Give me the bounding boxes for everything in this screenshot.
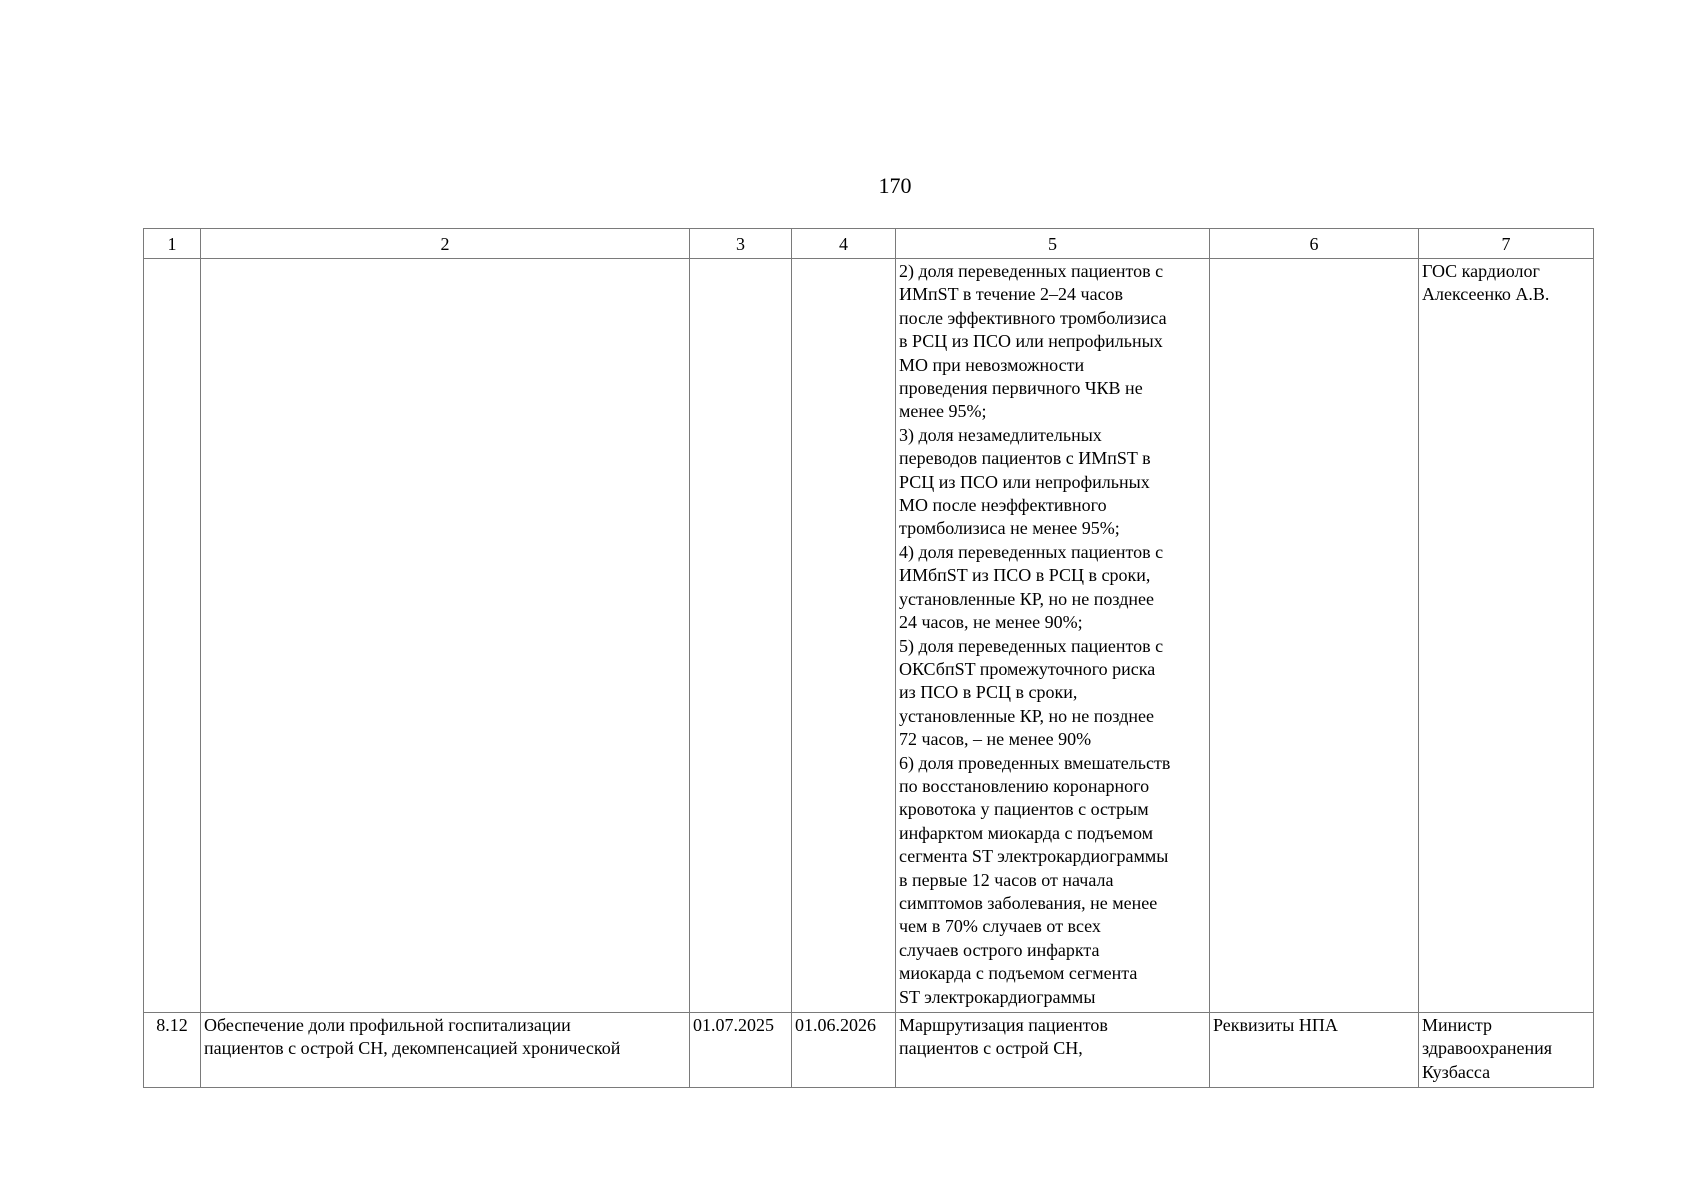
row-number-cell: 8.12 (144, 1013, 201, 1088)
result-cell: Маршрутизация пациентов пациентов с острой СН, (896, 1013, 1210, 1088)
header-col-5: 5 (896, 229, 1210, 259)
control-cell: Реквизиты НПА (1210, 1013, 1419, 1088)
header-col-3: 3 (690, 229, 792, 259)
header-col-6: 6 (1210, 229, 1419, 259)
table-row (144, 1013, 1594, 1088)
start-date-cell: 01.07.2025 (690, 1013, 792, 1088)
end-date-cell (792, 259, 896, 1013)
start-date-cell (690, 259, 792, 1013)
control-cell (1210, 259, 1419, 1013)
header-col-1: 1 (144, 229, 201, 259)
event-cell: Обеспечение доли профильной госпитализации пациентов с острой СН, декомпенсацией хронической (201, 1013, 690, 1088)
row-number-cell (144, 259, 201, 1013)
responsible-cell: ГОС кардиолог Алексеенко А.В. (1419, 259, 1594, 1013)
responsible-cell: Министр здравоохранения Кузбасса (1419, 1013, 1594, 1088)
header-col-2: 2 (201, 229, 690, 259)
page-number: 170 (878, 173, 912, 198)
result-cell: 2) доля переведенных пациентов с ИМпST в течение 2–24 часов после эффективного тромболизиса в РСЦ из ПСО или непрофильных МО при невозможности проведения первичного ЧКВ не менее 95%; 3) доля незамедлительных переводов пациентов с ИМпST в РСЦ из ПСО или непрофильных МО после неэффективного тромболизиса не менее 95%; 4) доля переведенных пациентов с ИМбпST из ПСО в РСЦ в сроки, установленные КР, но не позднее 24 часов, не менее 90%; 5) доля переведенных пациентов с ОКСбпST промежуточного риска из ПСО в РСЦ в сроки, установленные КР, но не позднее 72 часов, – не менее 90% 6) доля проведенных вмешательств по восстановлению коронарного кровотока у пациентов с острым инфарктом миокарда с подъемом сегмента ST электрокардиограммы в первые 12 часов от начала симптомов заболевания, не менее чем в 70% случаев от всех случаев острого инфаркта миокарда с подъемом сегмента ST электрокардиограммы (896, 259, 1210, 1013)
end-date-cell: 01.06.2026 (792, 1013, 896, 1088)
header-col-4: 4 (792, 229, 896, 259)
plan-table (143, 228, 1594, 1088)
header-col-7: 7 (1419, 229, 1594, 259)
event-cell (201, 259, 690, 1013)
table-row (144, 259, 1594, 1013)
header-row (144, 229, 1594, 259)
